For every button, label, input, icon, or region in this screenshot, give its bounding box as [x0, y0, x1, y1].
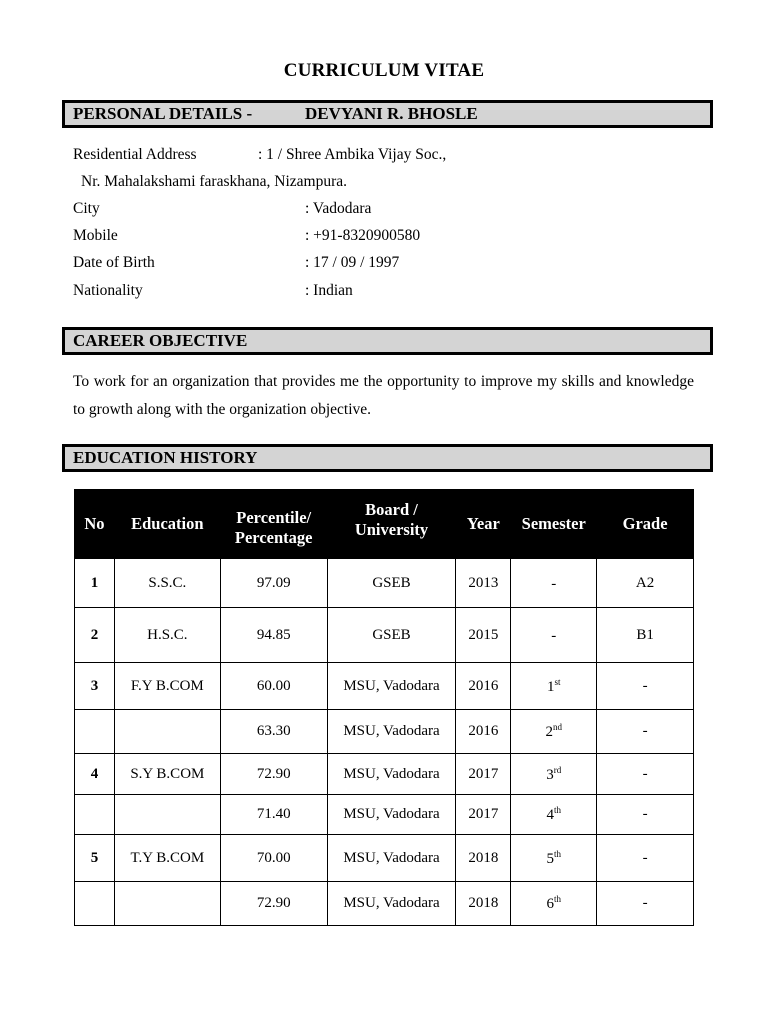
city-label: City — [73, 200, 100, 217]
cell-grade: A2 — [597, 559, 694, 608]
cell-percentage: 97.09 — [220, 559, 327, 608]
cell-education: S.S.C. — [114, 559, 220, 608]
cell-no: 3 — [75, 663, 115, 710]
cell-grade: - — [597, 663, 694, 710]
semester-number: 5 — [546, 850, 554, 867]
cell-percentage: 72.90 — [220, 754, 327, 795]
cell-semester — [511, 882, 597, 926]
cell-education: H.S.C. — [114, 608, 220, 663]
cell-semester — [511, 795, 597, 835]
table-row — [75, 710, 694, 754]
cell-no: 5 — [75, 835, 115, 882]
cell-no: 2 — [75, 608, 115, 663]
cell-grade: - — [597, 882, 694, 926]
cell-no — [75, 882, 115, 926]
cell-year: 2016 — [456, 663, 511, 710]
cell-no — [75, 710, 115, 754]
cell-board: MSU, Vadodara — [327, 882, 456, 926]
cell-grade: B1 — [597, 608, 694, 663]
dob-label: Date of Birth — [73, 254, 155, 271]
university-label: University — [354, 520, 429, 539]
cell-education: T.Y B.COM — [114, 835, 220, 882]
column-header-grade: Grade — [597, 490, 694, 559]
address-value: : 1 / Shree Ambika Vijay Soc., — [258, 146, 447, 163]
cell-board: MSU, Vadodara — [327, 835, 456, 882]
education-table — [74, 489, 694, 926]
cell-percentage: 72.90 — [220, 882, 327, 926]
semester-number: 1 — [546, 678, 555, 695]
semester-number: 2 — [545, 724, 553, 740]
cell-percentage: 94.85 — [220, 608, 327, 663]
mobile-label: Mobile — [73, 227, 118, 244]
cell-board: GSEB — [327, 608, 456, 663]
career-objective-heading: CAREER OBJECTIVE — [73, 331, 248, 350]
cell-year: 2017 — [456, 795, 511, 835]
board-label: Board / — [365, 500, 418, 519]
cell-percentage: 70.00 — [220, 835, 327, 882]
cell-grade: - — [597, 795, 694, 835]
cell-grade: - — [597, 754, 694, 795]
document-title: CURRICULUM VITAE — [283, 60, 485, 81]
cell-board: MSU, Vadodara — [327, 710, 456, 754]
semester-suffix: th — [553, 805, 561, 815]
table-header-row — [75, 490, 694, 559]
cell-percentage: 63.30 — [220, 710, 327, 754]
semester-number: - — [551, 575, 557, 592]
table-row — [75, 795, 694, 835]
cell-semester — [511, 663, 597, 710]
mobile-value: : +91-8320900580 — [305, 227, 421, 244]
education-history-header — [62, 444, 713, 472]
cell-board: MSU, Vadodara — [327, 663, 456, 710]
percentage-label: Percentage — [234, 528, 313, 547]
career-objective-header — [62, 327, 713, 355]
cell-education — [114, 795, 220, 835]
cell-semester — [511, 835, 597, 882]
cell-grade: - — [597, 835, 694, 882]
cell-year: 2016 — [456, 710, 511, 754]
column-header-year: Year — [456, 490, 511, 559]
cell-education — [114, 710, 220, 754]
career-objective-text: To work for an organization that provides me the opportunity to improve my skills and knowledge to growth along with the organization objective. — [73, 373, 694, 418]
dob-value: : 17 / 09 / 1997 — [305, 254, 400, 271]
column-header-education: Education — [114, 490, 220, 559]
cell-education: F.Y B.COM — [114, 663, 220, 710]
table-row — [75, 835, 694, 882]
cell-board: GSEB — [327, 559, 456, 608]
cell-year: 2015 — [456, 608, 511, 663]
table-row — [75, 663, 694, 710]
cell-year: 2018 — [456, 882, 511, 926]
cell-percentage: 71.40 — [220, 795, 327, 835]
cell-education: S.Y B.COM — [114, 754, 220, 795]
address-line-2: Nr. Mahalakshami faraskhana, Nizampura. — [81, 173, 347, 190]
cell-education — [114, 882, 220, 926]
column-header-percentage — [220, 490, 327, 559]
cell-no — [75, 795, 115, 835]
cell-grade: - — [597, 710, 694, 754]
semester-number: 6 — [546, 896, 554, 912]
semester-number: 3 — [546, 766, 554, 783]
city-value: : Vadodara — [305, 200, 372, 217]
column-header-no: No — [75, 490, 115, 559]
percentile-label: Percentile/ — [236, 508, 312, 527]
cell-percentage: 60.00 — [220, 663, 327, 710]
education-history-heading: EDUCATION HISTORY — [73, 448, 258, 467]
cell-year: 2013 — [456, 559, 511, 608]
table-row — [75, 608, 694, 663]
personal-details-header — [62, 100, 713, 128]
nationality-value: : Indian — [305, 282, 353, 299]
candidate-name: DEVYANI R. BHOSLE — [305, 104, 478, 123]
cell-semester — [511, 754, 597, 795]
cell-no: 1 — [75, 559, 115, 608]
cell-no: 4 — [75, 754, 115, 795]
address-label: Residential Address — [73, 146, 197, 163]
semester-suffix: rd — [553, 764, 562, 775]
column-header-semester: Semester — [511, 490, 597, 559]
cell-semester — [511, 710, 597, 754]
cell-year: 2018 — [456, 835, 511, 882]
cell-year: 2017 — [456, 754, 511, 795]
semester-number: 4 — [546, 807, 554, 823]
semester-suffix: nd — [552, 722, 562, 732]
cell-board: MSU, Vadodara — [327, 754, 456, 795]
nationality-label: Nationality — [73, 282, 143, 299]
cell-semester — [511, 608, 597, 663]
semester-suffix: st — [554, 676, 561, 687]
table-row — [75, 882, 694, 926]
table-row — [75, 559, 694, 608]
column-header-board — [327, 490, 456, 559]
semester-number: - — [551, 627, 557, 644]
semester-suffix: th — [553, 848, 561, 859]
personal-details-heading: PERSONAL DETAILS - — [73, 104, 253, 123]
cell-semester — [511, 559, 597, 608]
table-row — [75, 754, 694, 795]
semester-suffix: th — [553, 894, 561, 904]
cell-board: MSU, Vadodara — [327, 795, 456, 835]
